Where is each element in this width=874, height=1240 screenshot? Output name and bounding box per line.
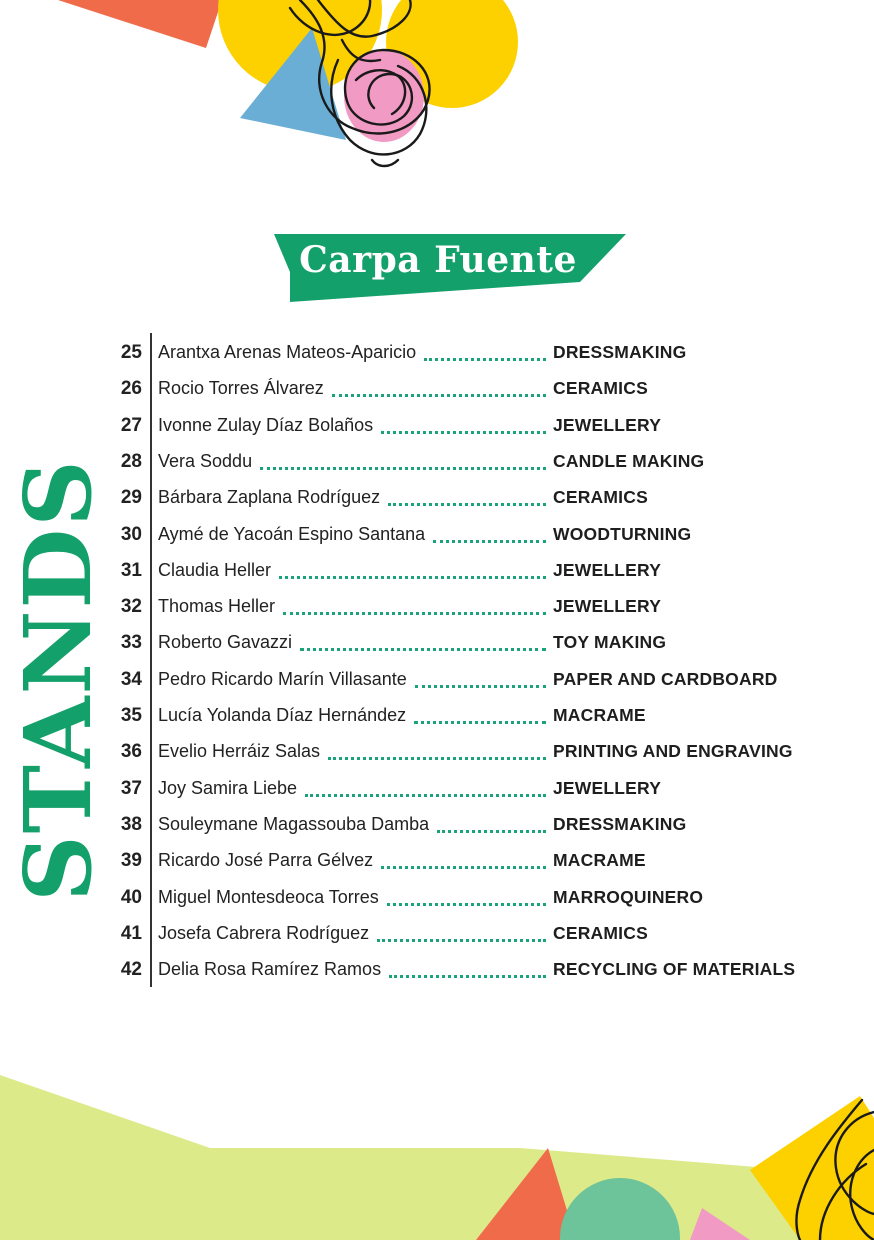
stand-row [0, 624, 874, 660]
stand-exhibitor-name: Lucía Yolanda Díaz Hernández [158, 705, 407, 725]
stand-row [0, 588, 874, 624]
stand-number: 33 [120, 632, 142, 654]
stand-exhibitor-name: Rocio Torres Álvarez [158, 378, 324, 399]
stand-number: 30 [120, 523, 142, 545]
dot-leader [389, 975, 546, 978]
stand-exhibitor-name: Evelio Herráiz Salas [158, 741, 321, 762]
stand-row [0, 879, 874, 915]
dot-leader [328, 757, 546, 760]
stand-row [0, 370, 874, 406]
stand-exhibitor-name: Bárbara Zaplana Rodríguez [158, 487, 381, 508]
stand-row [0, 516, 874, 552]
coral-triangle [58, 0, 222, 48]
stand-exhibitor-name: Ivonne Zulay Díaz Bolaños [158, 414, 374, 435]
stand-exhibitor-name: Vera Soddu [158, 450, 253, 471]
lime-ground [0, 1075, 874, 1240]
stand-exhibitor-name: Josefa Cabrera Rodríguez [158, 922, 370, 943]
dot-leader [414, 721, 546, 724]
stand-number: 28 [120, 450, 142, 472]
stand-exhibitor-name: Ricardo José Parra Gélvez [158, 850, 374, 871]
stand-exhibitor-name: Thomas Heller [158, 596, 276, 617]
stand-number: 32 [120, 596, 142, 618]
stand-exhibitor-name: Aymé de Yacoán Espino Santana [158, 523, 426, 544]
dot-leader [305, 794, 546, 797]
stand-number: 34 [120, 668, 142, 690]
scribble-icon-bottom [796, 1100, 874, 1240]
dot-leader [332, 394, 546, 397]
stand-craft: TOY MAKING [553, 632, 667, 653]
stand-number: 38 [120, 813, 142, 835]
dot-leader [300, 648, 546, 651]
dot-leader [381, 431, 546, 434]
stand-number: 39 [120, 850, 142, 872]
stand-craft: JEWELLERY [553, 777, 662, 798]
stand-craft: JEWELLERY [553, 559, 662, 580]
section-banner [272, 232, 628, 302]
stand-craft: DRESSMAKING [553, 813, 687, 834]
stand-row [0, 661, 874, 697]
stand-row [0, 407, 874, 443]
stand-row [0, 552, 874, 588]
stand-exhibitor-name: Miguel Montesdeoca Torres [158, 886, 379, 907]
stand-craft: PRINTING AND ENGRAVING [553, 741, 793, 762]
stand-row [0, 951, 874, 987]
stand-exhibitor-name: Claudia Heller [158, 559, 272, 580]
stand-exhibitor-name: Joy Samira Liebe [158, 777, 298, 798]
top-decoration [0, 0, 874, 180]
dot-leader [433, 540, 546, 543]
stand-exhibitor-name: Roberto Gavazzi [158, 632, 293, 653]
stand-craft: JEWELLERY [553, 414, 662, 435]
dot-leader [424, 358, 546, 361]
stand-number: 36 [120, 741, 142, 763]
stand-craft: JEWELLERY [553, 596, 662, 617]
dot-leader [415, 685, 546, 688]
stand-number: 42 [120, 959, 142, 981]
stand-craft: CERAMICS [553, 487, 648, 508]
stand-number: 35 [120, 705, 142, 726]
stand-craft: MACRAME [553, 705, 646, 725]
stand-craft: WOODTURNING [553, 523, 692, 544]
stand-row [0, 334, 874, 370]
stand-number: 25 [120, 342, 142, 363]
stand-number: 40 [120, 886, 142, 908]
dot-leader [283, 612, 546, 615]
stand-row [0, 915, 874, 951]
stand-craft: CERAMICS [553, 922, 648, 943]
dot-leader [387, 903, 546, 906]
stand-exhibitor-name: Delia Rosa Ramírez Ramos [158, 959, 382, 980]
dot-leader [260, 467, 546, 470]
stand-exhibitor-name: Arantxa Arenas Mateos-Aparicio [158, 342, 417, 362]
stand-row [0, 806, 874, 842]
stand-craft: CANDLE MAKING [553, 450, 705, 471]
side-title-text: STANDS [4, 458, 112, 902]
stand-exhibitor-name: Pedro Ricardo Marín Villasante [158, 668, 407, 689]
stand-row [0, 443, 874, 479]
dot-leader [279, 576, 546, 579]
stand-row [0, 697, 874, 733]
section-title: Carpa Fuente [299, 239, 577, 281]
stand-number: 37 [120, 777, 142, 799]
stand-row [0, 842, 874, 878]
coral-triangle-bottom [476, 1148, 576, 1240]
teal-circle [560, 1178, 680, 1240]
dot-leader [437, 830, 546, 833]
dot-leader [377, 939, 546, 942]
stand-number: 41 [120, 922, 142, 944]
dot-leader [388, 503, 546, 506]
stand-craft: MACRAME [553, 850, 646, 871]
stand-row [0, 770, 874, 806]
stand-craft: RECYCLING OF MATERIALS [553, 959, 796, 980]
stand-exhibitor-name: Souleymane Magassouba Damba [158, 813, 430, 834]
stand-number: 31 [120, 559, 142, 581]
stand-number: 26 [120, 378, 142, 400]
dot-leader [381, 866, 546, 869]
stand-craft: CERAMICS [553, 378, 648, 399]
stand-number: 29 [120, 487, 142, 509]
yellow-square [750, 1096, 874, 1240]
stand-row [0, 733, 874, 769]
stand-number: 27 [120, 414, 142, 436]
stand-craft: PAPER AND CARDBOARD [553, 668, 778, 689]
stand-craft: DRESSMAKING [553, 342, 687, 362]
stand-row [0, 479, 874, 515]
stand-craft: MARROQUINERO [553, 886, 704, 907]
pink-triangle [690, 1208, 750, 1240]
